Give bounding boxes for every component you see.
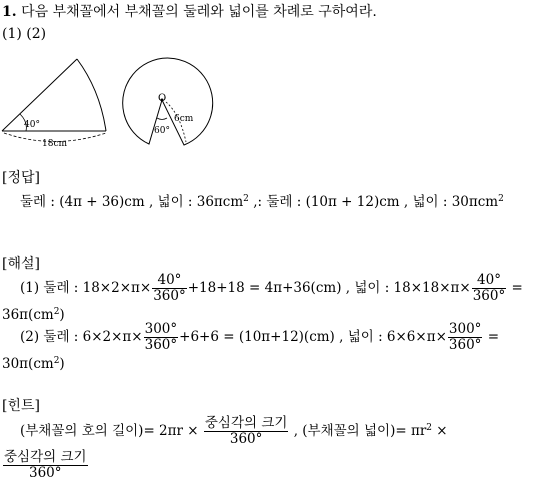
explanation-2-prefix: (2) 둘레 : 6×2×π× [20,329,143,345]
hint-line-2 [2,450,89,481]
fraction-denominator: 360° [29,465,62,481]
explanation-1-fraction-a [152,273,187,304]
sector-figures [0,52,215,152]
answer-separator: ,: [248,194,267,210]
fraction-numerator: 40° [472,273,507,289]
explanation-1-tail: = [507,280,523,296]
hint-area-text: , (부채꼴의 넓이)= πr [289,423,427,439]
sector-2-center-label: O [158,93,167,104]
explanation-line-1 [20,273,523,304]
answer-line [20,192,504,212]
explanation-2-result: 30π(cm [2,356,54,372]
explanation-1-exponent: 2 [53,307,60,317]
explanation-1-fraction-b [472,273,507,304]
sector-1 [2,59,106,149]
answer-perimeter-1-value: (4π + 36)cm [59,194,145,210]
answer-perimeter-1-label: 둘레 : [20,194,60,210]
answer-area-2-value: 30πcm [451,194,499,210]
explanation-1-result-end: ) [59,307,65,323]
sector-1-radius-label: 18cm [42,139,68,149]
explanation-1-middle: +18+18 = 4π+36(cm) , 넓이 : 18×18×π× [187,280,471,296]
explanation-2-fraction-a [144,322,179,353]
sector-2 [123,58,213,145]
explanation-2-tail: = [483,329,500,345]
answer-area-1-label: , 넓이 : [144,194,197,210]
answer-area-2-exponent: 2 [498,194,504,204]
hint-fraction-1 [204,416,289,447]
answer-area-2-label: , 넓이 : [399,194,452,210]
fraction-denominator: 360° [144,337,178,353]
explanation-1-result: 36π(cm [2,307,54,323]
parts-label: (1) (2) [2,26,47,42]
fraction-denominator: 360° [448,337,482,353]
hint-area-times: × [432,423,448,439]
fraction-numerator: 40° [152,273,187,289]
answer-perimeter-2-value: (10π + 12)cm [305,194,400,210]
sector-2-radius-label: 6cm [174,114,194,124]
hint-fraction-2 [3,450,88,481]
fraction-denominator: 360° [229,431,263,447]
problem-statement [2,2,377,22]
explanation-2-exponent: 2 [53,356,60,366]
explanation-1-prefix: (1) 둘레 : 18×2×π× [20,280,152,296]
hint-area-exponent: 2 [426,423,433,433]
answer-perimeter-2-label: 둘레 : [266,194,306,210]
fraction-denominator: 360° [153,288,186,304]
fraction-numerator: 중심각의 크기 [4,449,87,465]
fraction-denominator: 360° [472,288,506,304]
explanation-line-2 [20,322,499,353]
sector-1-angle-label: 40° [24,120,40,130]
explanation-2-middle: +6+6 = (10π+12)(cm) , 넓이 : 6×6×π× [179,329,447,345]
fraction-numerator: 중심각의 크기 [204,415,288,431]
answer-area-1-exponent: 2 [243,194,249,204]
hint-heading: [힌트] [2,398,40,414]
fraction-numerator: 300° [144,321,178,337]
answer-heading: [정답] [2,170,40,186]
hint-arc-length-text: (부채꼴의 호의 길이)= 2πr × [20,423,203,439]
answer-area-1-value: 36πcm [196,194,244,210]
hint-line-1 [20,416,448,447]
problem-text: 다음 부채꼴에서 부채꼴의 둘레와 넓이를 차례로 구하여라. [21,4,377,20]
explanation-line-2-cont [2,354,65,374]
fraction-numerator: 300° [448,321,482,337]
problem-number: 1. [2,4,17,20]
sector-2-angle-label: 60° [154,126,170,136]
explanation-2-fraction-b [448,322,483,353]
explanation-2-result-end: ) [59,356,65,372]
explanation-heading: [해설] [2,256,40,272]
